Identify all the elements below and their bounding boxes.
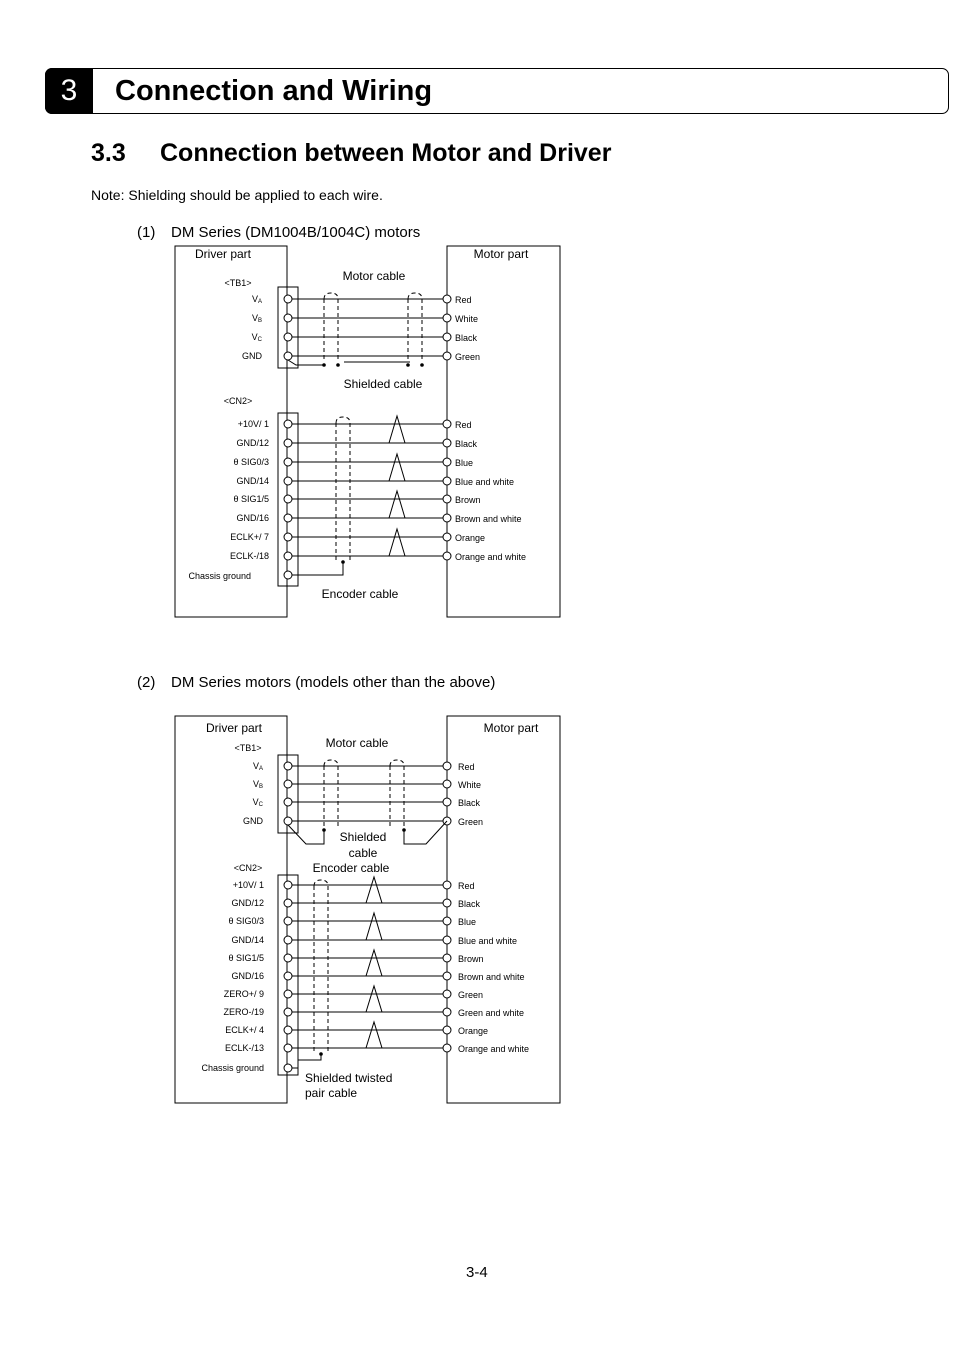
diagram1-shield-ground-a [288, 360, 324, 365]
diagram1-cn2-motor-terminal-0 [443, 420, 451, 428]
diagram1-cn2-terminal-0 [284, 420, 292, 428]
diagram1-cn2-color-5: Brown and white [455, 514, 522, 524]
diagram2-cn2-motor-terminal-6 [443, 990, 451, 998]
diagram1-tb1-pin-1-sub: B [257, 318, 262, 324]
diagram2-cn2-terminal-7 [284, 1008, 292, 1016]
diagram2-cn2-terminal-4 [284, 954, 292, 962]
diagram2-shielded-label-1: Shielded [339, 830, 387, 844]
diagram2-tb1-pin-0-sub: A [258, 766, 263, 772]
diagram2-tb1-color-0: Red [458, 762, 475, 772]
diagram2-tb1-terminal-3 [284, 817, 292, 825]
diagram2-cn2-motor-terminal-7 [443, 1008, 451, 1016]
diagram1-cn2-pin-5: GND/16 [236, 513, 269, 523]
diagram2-chassis-label: Chassis ground [201, 1063, 264, 1073]
diagram2-cn2-pin-1: GND/12 [231, 898, 264, 908]
diagram1-chassis-wire [292, 562, 343, 575]
diagram1-tb1-terminal-0 [284, 295, 292, 303]
diagram1-driver-box [175, 246, 287, 617]
diagram2-chassis-dot [319, 1052, 323, 1056]
diagram2-cn2-terminal-2 [284, 917, 292, 925]
diagram2-tb1-pin-2 [253, 797, 264, 808]
diagram1-cn2-color-6: Orange [455, 533, 486, 543]
diagram2-cn2-color-3: Blue and white [458, 936, 518, 946]
chapter-title: Connection and Wiring [115, 75, 433, 107]
diagram1-twist-2 [389, 491, 405, 518]
diagram2-twisted-label-1: Shielded twisted [305, 1071, 393, 1085]
diagram1-cn2-motor-terminal-7 [443, 552, 451, 560]
shielding-note: Note: Shielding should be applied to each wire. [91, 187, 383, 203]
diagram2-cn2-color-2: Blue [458, 917, 477, 927]
diagram2-tb1-pin-0-main: V [252, 761, 259, 771]
diagram2-cn2-terminal-3 [284, 936, 292, 944]
diagram1-title: DM Series (DM1004B/1004C) motors [171, 224, 421, 241]
diagram1-cn2-pin-4: θ SIG1/5 [233, 494, 269, 504]
diagram1-tb1-color-3: Green [455, 352, 481, 362]
diagram2-cn2-pin-8: ECLK+/ 4 [225, 1025, 264, 1035]
diagram1-chassis-dot [341, 560, 345, 564]
diagram2-motor-shield-a-top [324, 760, 338, 766]
diagram1-encoder-shield-top [336, 417, 350, 423]
diagram1-tb1-pin-1-main: V [251, 313, 258, 323]
diagram1-cn2-pin-0: +10V/ 1 [237, 419, 269, 429]
diagram1-cn2-terminal-6 [284, 533, 292, 541]
diagram1-tb1-color-2: Black [455, 333, 478, 343]
diagram1-tb1-motor-terminal-2 [443, 333, 451, 341]
diagram1-shield-dot-a [322, 363, 326, 367]
diagram1-cn2-color-0: Red [455, 420, 472, 430]
diagram2-tb1-motor-terminal-0 [443, 762, 451, 770]
diagram2-cn2-pin-3: GND/14 [231, 935, 264, 945]
diagram2-motor-shield-b-top [390, 760, 404, 766]
diagram1-tb1-terminal-3 [284, 352, 292, 360]
diagram1-cn2-motor-terminal-1 [443, 439, 451, 447]
diagram1-tb1-motor-terminal-0 [443, 295, 451, 303]
diagram1-cn2-motor-terminal-5 [443, 514, 451, 522]
diagram1-tb1-pin-3 [242, 351, 263, 361]
diagram2-cn2-pin-2: θ SIG0/3 [228, 916, 264, 926]
diagram1-cn2-color-1: Black [455, 439, 478, 449]
diagram2-cn2-motor-terminal-8 [443, 1026, 451, 1034]
diagram1-tb1-pin-0 [252, 294, 262, 305]
diagram2-cn2-terminal-5 [284, 972, 292, 980]
diagram2-tb1-pin-1-sub: B [258, 784, 263, 790]
diagram2-cn2-color-1: Black [458, 899, 481, 909]
diagram2-number: (2) [137, 674, 156, 691]
diagram2-cn2-color-8: Orange [458, 1026, 489, 1036]
diagram2-shield-dot-b [402, 828, 406, 832]
diagram1-cn2-pin-3: GND/14 [236, 476, 269, 486]
diagram1-cn2-color-2: Blue [455, 458, 474, 468]
diagram2-encoder-cable-label: Encoder cable [312, 861, 390, 875]
diagram2-cn2-pin-4: θ SIG1/5 [228, 953, 264, 963]
diagram2-cn2-label: <CN2> [233, 863, 263, 873]
diagram1-tb1-pin-0-main: V [251, 294, 258, 304]
diagram2-tb1-label: <TB1> [234, 743, 262, 753]
diagram1-driver-label: Driver part [194, 247, 252, 261]
diagram2-cn2-terminal-9 [284, 1044, 292, 1052]
diagram2-twisted-label-2: pair cable [305, 1086, 358, 1100]
section-title: Connection between Motor and Driver [160, 139, 612, 167]
diagram1-cn2-terminal-1 [284, 439, 292, 447]
diagram1-tb1-motor-terminal-3 [443, 352, 451, 360]
diagram1-cn2-terminal-5 [284, 514, 292, 522]
diagram2-driver-label: Driver part [205, 721, 263, 735]
diagram2-tb1-motor-terminal-1 [443, 780, 451, 788]
diagram1-cn2-pin-7: ECLK-/18 [229, 551, 269, 561]
diagram1-tb1-motor-terminal-1 [443, 314, 451, 322]
diagram1-motor-label: Motor part [473, 247, 529, 261]
diagram1-chassis-terminal [284, 571, 292, 579]
diagram1-shield-dot-c [406, 363, 410, 367]
diagram2-cn2-color-7: Green and white [458, 1008, 525, 1018]
diagram2-cn2-terminal-1 [284, 899, 292, 907]
diagram2-shielded-label-2: cable [348, 846, 378, 860]
diagram2-twist-4 [366, 1022, 382, 1048]
diagram1-cn2-terminal-2 [284, 458, 292, 466]
diagram2-tb1-pin-2-main: V [252, 797, 259, 807]
diagram1-tb1-pin-2-sub: C [257, 337, 262, 343]
diagram2-tb1-pin-1 [253, 779, 263, 790]
diagram1-twist-3 [389, 529, 405, 556]
diagram2-shield-dot-a [322, 828, 326, 832]
diagram1-cn2-terminal-7 [284, 552, 292, 560]
diagram2-cn2-color-4: Brown [458, 954, 484, 964]
diagram2-tb1-color-2: Black [458, 798, 481, 808]
diagram1-twist-1 [389, 454, 405, 481]
diagram1-cn2-pin-6: ECLK+/ 7 [230, 532, 269, 542]
diagram1-cn2-motor-terminal-4 [443, 495, 451, 503]
diagram2-tb1-pin-1-main: V [252, 779, 259, 789]
diagram2-cn2-color-5: Brown and white [458, 972, 525, 982]
diagram2-tb1-pin-3 [243, 816, 264, 826]
diagram2-cn2-motor-terminal-4 [443, 954, 451, 962]
diagram1-tb1-label: <TB1> [224, 278, 252, 288]
diagram2-twist-0 [366, 877, 382, 903]
diagram1-cn2-motor-terminal-3 [443, 477, 451, 485]
diagram2-shield-ground-a [288, 825, 324, 844]
diagram2-title: DM Series motors (models other than the above) [171, 674, 496, 691]
diagram2-cn2-motor-terminal-1 [443, 899, 451, 907]
diagram1-cn2-label: <CN2> [223, 396, 253, 406]
diagram1-shielded-cable-label: Shielded cable [343, 377, 423, 391]
diagram1-cn2-pin-2: θ SIG0/3 [233, 457, 269, 467]
diagram1-cn2-terminal-4 [284, 495, 292, 503]
diagram2-cn2-color-6: Green [458, 990, 484, 1000]
diagram2-cn2-pin-7: ZERO-/19 [223, 1007, 264, 1017]
diagram2-tb1-terminal-0 [284, 762, 292, 770]
diagram1-motor-shield-a-top [324, 293, 338, 299]
diagram2-chassis-wire [292, 1054, 321, 1068]
diagram1-twist-0 [389, 416, 405, 443]
diagram1-tb1-pin-0-sub: A [257, 299, 262, 305]
diagram2-twist-3 [366, 986, 382, 1012]
diagram2-cn2-motor-terminal-2 [443, 917, 451, 925]
diagram2-twist-2 [366, 950, 382, 976]
diagram1-tb1-color-0: Red [455, 295, 472, 305]
diagram2-tb1-terminal-1 [284, 780, 292, 788]
diagram2-tb1-color-1: White [458, 780, 482, 790]
diagram2-motor-cable-label: Motor cable [325, 736, 389, 750]
diagram2-tb1-pin-2-sub: C [258, 802, 263, 808]
diagram1-tb1-terminal-2 [284, 333, 292, 341]
diagram1-cn2-color-7: Orange and white [455, 552, 527, 562]
diagram2-cn2-color-0: Red [458, 881, 475, 891]
diagram2-tb1-motor-terminal-2 [443, 798, 451, 806]
diagram2-shield-ground-b [404, 821, 447, 844]
diagram1-tb1-pin-3-main: GND [242, 351, 262, 361]
diagram2-tb1-terminal-2 [284, 798, 292, 806]
diagram1-shield-dot-d [420, 363, 424, 367]
diagram2-cn2-motor-terminal-5 [443, 972, 451, 980]
diagram1-tb1-terminal-1 [284, 314, 292, 322]
diagram1-number: (1) [137, 224, 156, 241]
diagram2-cn2-pin-5: GND/16 [231, 971, 264, 981]
diagram2-cn2-motor-terminal-9 [443, 1044, 451, 1052]
diagram2-tb1-color-3: Green [458, 817, 484, 827]
diagram2-tb1-pin-3-main: GND [243, 816, 263, 826]
diagram1-encoder-cable-label: Encoder cable [321, 587, 399, 601]
diagram2-cn2-pin-0: +10V/ 1 [232, 880, 264, 890]
diagram2-cn2-motor-terminal-3 [443, 936, 451, 944]
diagram1-cn2-terminal-3 [284, 477, 292, 485]
diagram1-motor-shield-b-top [408, 293, 422, 299]
diagram1-cn2-color-3: Blue and white [455, 477, 515, 487]
diagram2-cn2-terminal-0 [284, 881, 292, 889]
diagram1-cn2-pin-1: GND/12 [236, 438, 269, 448]
diagram1-tb1-color-1: White [455, 314, 479, 324]
diagram2-twist-1 [366, 913, 382, 940]
diagram2-cn2-motor-terminal-0 [443, 881, 451, 889]
diagram2-cn2-pin-9: ECLK-/13 [224, 1043, 264, 1053]
diagram1-tb1-pin-1 [252, 313, 262, 324]
diagram2-motor-label: Motor part [483, 721, 539, 735]
diagram1-motor-cable-label: Motor cable [342, 269, 406, 283]
diagram2-tb1-pin-0 [253, 761, 263, 772]
diagram2-cn2-color-9: Orange and white [458, 1044, 530, 1054]
diagram1-chassis-label: Chassis ground [188, 571, 251, 581]
diagram2-chassis-terminal [284, 1064, 292, 1072]
page-number: 3-4 [466, 1264, 488, 1281]
diagram1-shield-dot-b [336, 363, 340, 367]
diagram2-cn2-pin-6: ZERO+/ 9 [223, 989, 264, 999]
diagram1-cn2-color-4: Brown [455, 495, 481, 505]
diagram2-cn2-terminal-6 [284, 990, 292, 998]
diagram1-cn2-motor-terminal-6 [443, 533, 451, 541]
chapter-number: 3 [45, 68, 93, 114]
diagram2-cn2-terminal-8 [284, 1026, 292, 1034]
diagram1-cn2-motor-terminal-2 [443, 458, 451, 466]
diagram1-tb1-pin-2-main: V [251, 332, 258, 342]
section-number: 3.3 [91, 139, 126, 167]
diagram1-tb1-pin-2 [252, 332, 263, 343]
